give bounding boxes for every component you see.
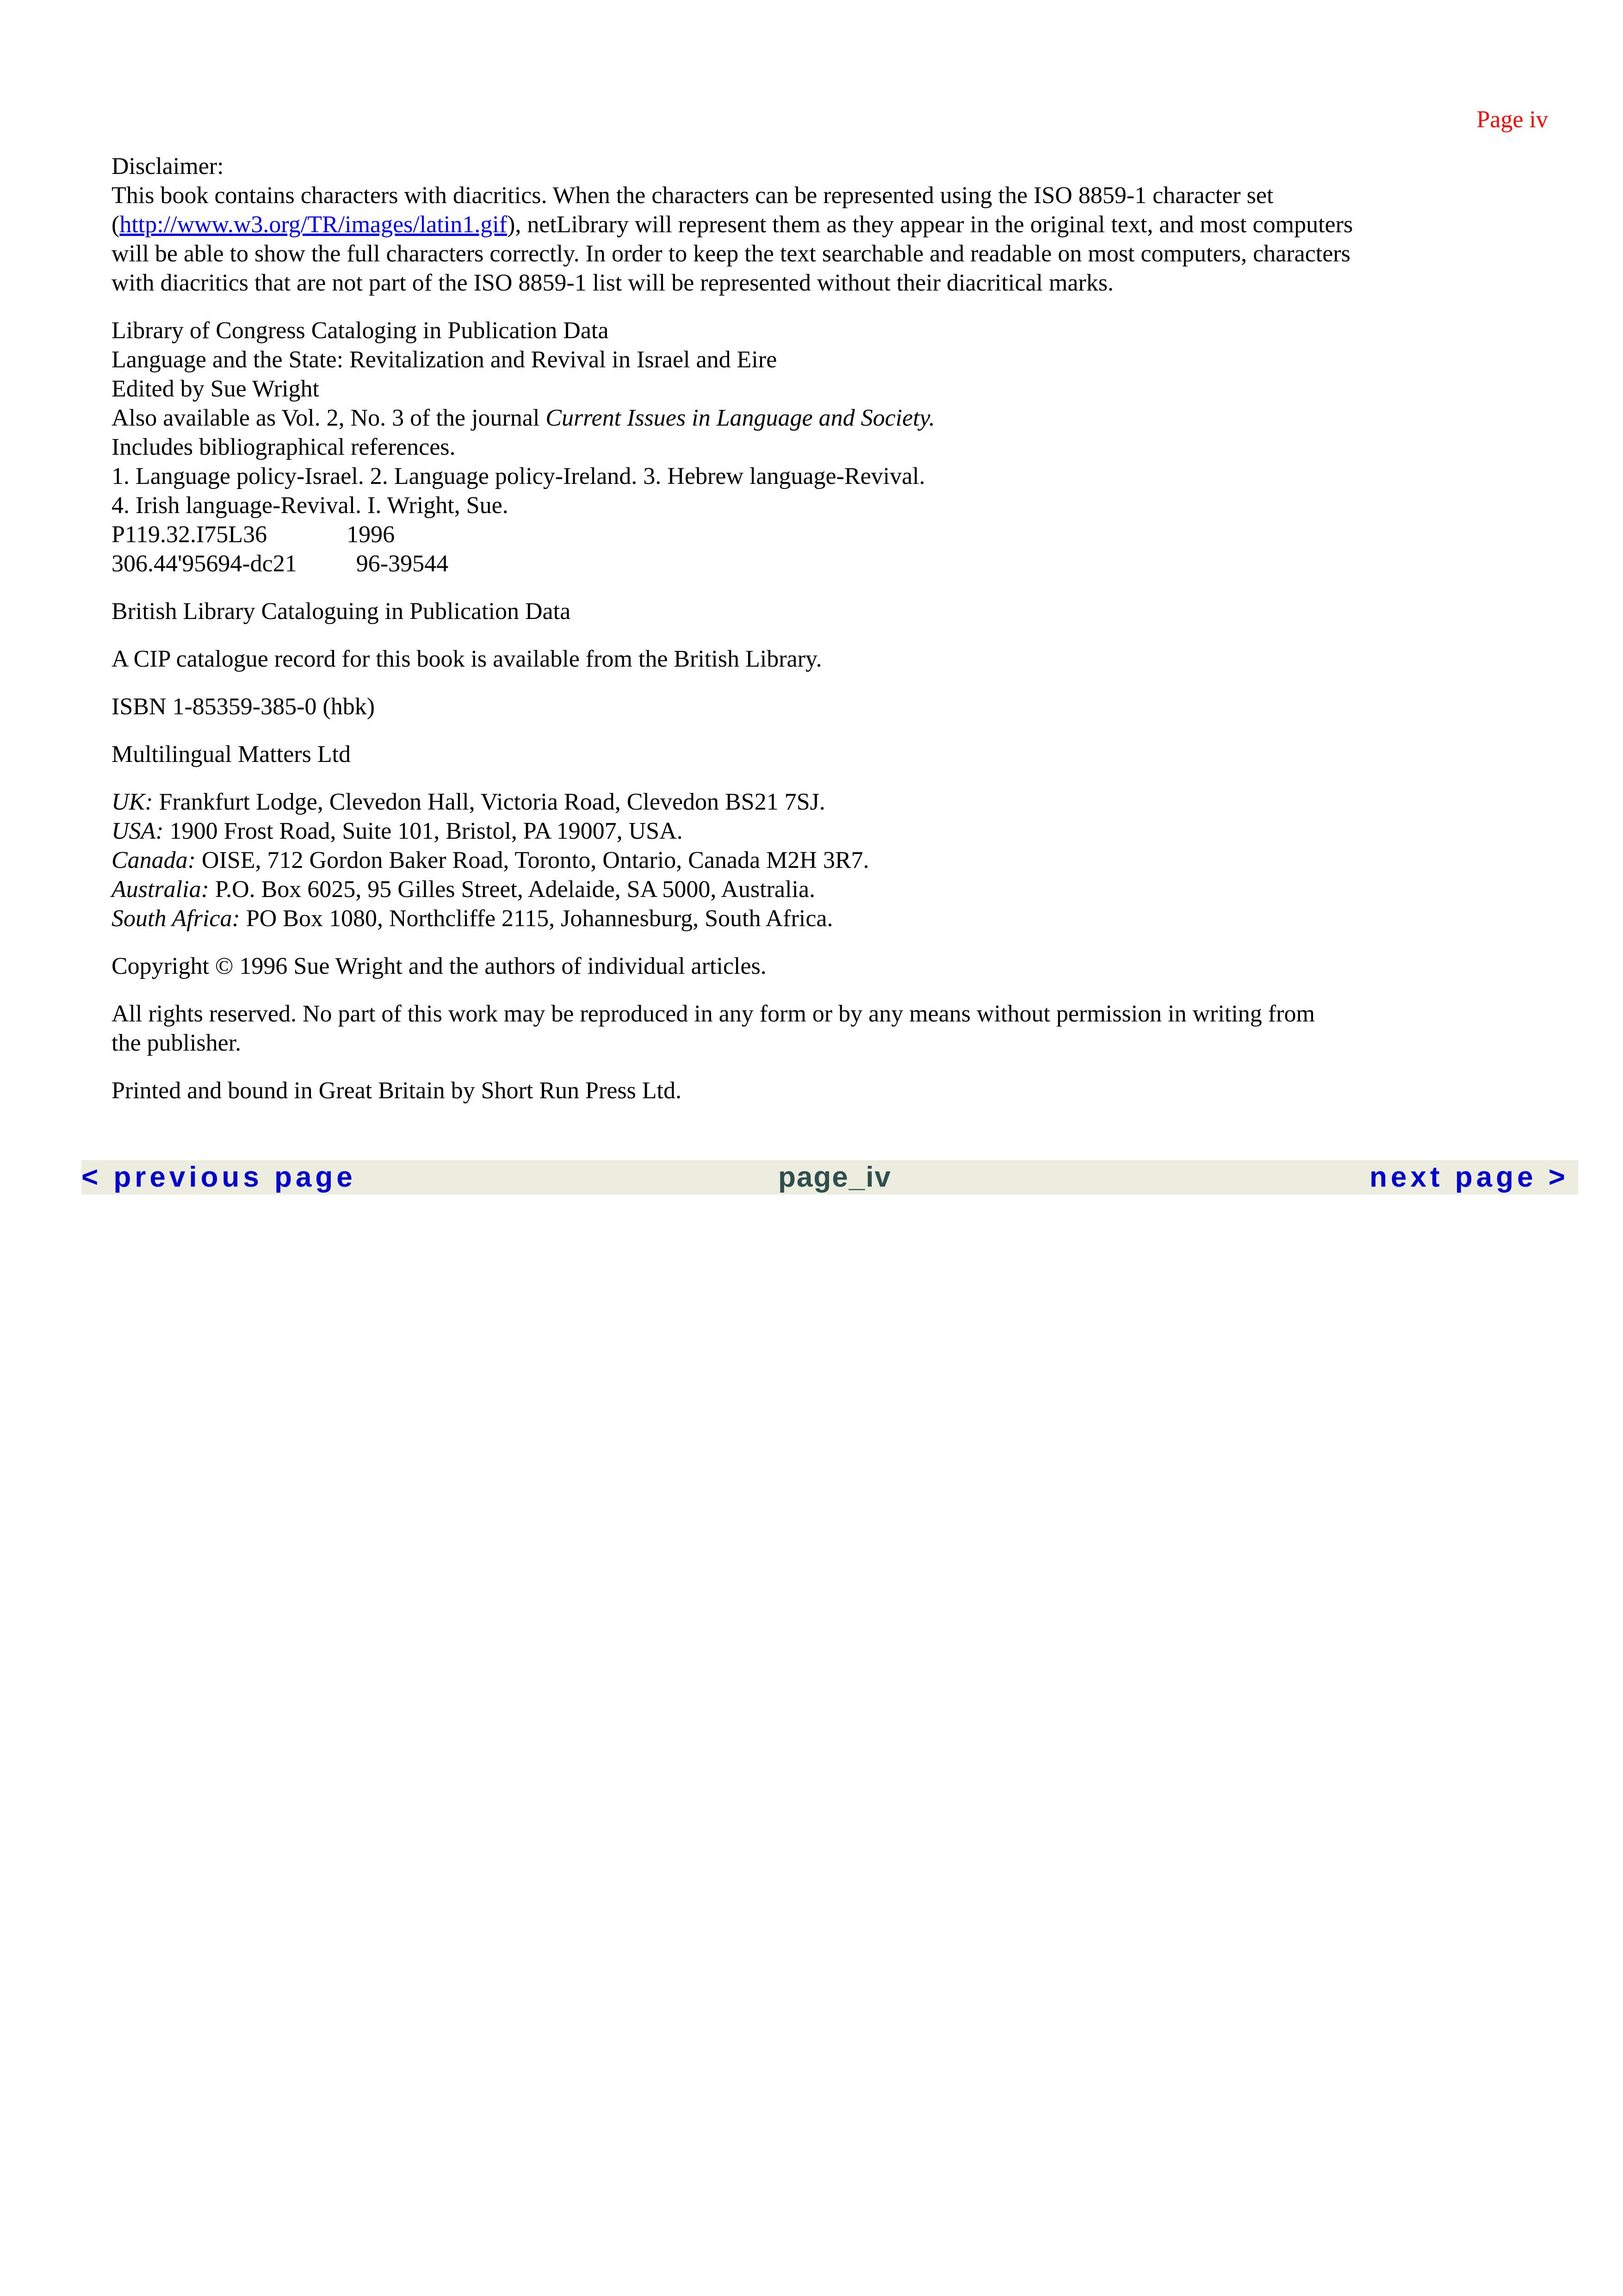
page-navigation-bar [81, 1160, 1578, 1194]
dewey-number: 306.44'95694-dc21 [112, 551, 297, 577]
address-text: P.O. Box 6025, 95 Gilles Street, Adelaide, SA 5000, Australia. [209, 876, 815, 903]
address-text: 1900 Frost Road, Suite 101, Bristol, PA 19007, USA. [163, 818, 683, 844]
next-page-link[interactable]: next page > [1369, 1161, 1569, 1193]
bibliography-note: Includes bibliographical references. [112, 434, 456, 460]
address-country: UK: [112, 789, 153, 815]
lc-year: 1996 [347, 521, 395, 548]
current-page-label: page_iv [778, 1161, 892, 1193]
disclaimer-line-2 [112, 210, 1548, 239]
book-title: Language and the State: Revitalization and Revival in Israel and Eire [112, 347, 777, 373]
address-country: South Africa: [112, 905, 240, 932]
dewey-classification [112, 549, 1548, 578]
address-text: PO Box 1080, Northcliffe 2115, Johannesburg, South Africa. [240, 905, 833, 932]
address-text: OISE, 712 Gordon Baker Road, Toronto, Ontario, Canada M2H 3R7. [196, 847, 869, 873]
address-country: Canada: [112, 847, 196, 873]
rights-notice [112, 999, 1548, 1058]
previous-page-link[interactable]: < previous page [81, 1161, 356, 1193]
disclaimer-line-4: with diacritics that are not part of the ISO 8859-1 list will be represented without their diacritical marks. [112, 270, 1114, 296]
disclaimer-section [112, 152, 1548, 297]
disclaimer-line-1: This book contains characters with diacritics. When the characters can be represented using the ISO 8859-1 character set [112, 182, 1274, 209]
disclaimer-line-2-end: ), netLibrary will represent them as they appear in the original text, and most computers [507, 211, 1353, 238]
bl-cip-heading: British Library Cataloguing in Publication Data [112, 598, 571, 625]
disclaimer-title: Disclaimer: [112, 153, 224, 179]
address-text: Frankfurt Lodge, Clevedon Hall, Victoria Road, Clevedon BS21 7SJ. [153, 789, 825, 815]
printer-notice: Printed and bound in Great Britain by Short Run Press Ltd. [112, 1077, 682, 1104]
loc-cip-section [112, 316, 1548, 578]
lc-number: P119.32.I75L36 [112, 521, 267, 548]
address-country: USA: [112, 818, 164, 844]
journal-availability [112, 403, 1548, 433]
subjects-line-2: 4. Irish language-Revival. I. Wright, Sue. [112, 492, 508, 519]
control-number: 96-39544 [356, 551, 449, 577]
address-canada [112, 846, 1548, 875]
address-country: Australia: [112, 876, 209, 903]
journal-prefix: Also available as Vol. 2, No. 3 of the journal [112, 405, 546, 431]
disclaimer-line-3: will be able to show the full characters correctly. In order to keep the text searchable and readable on most computers, characters [112, 241, 1350, 267]
address-uk [112, 787, 1548, 817]
loc-cip-heading: Library of Congress Cataloging in Publication Data [112, 317, 609, 344]
publisher-name: Multilingual Matters Ltd [112, 741, 351, 767]
rights-line-2: the publisher. [112, 1030, 242, 1056]
journal-name: Current Issues in Language and Society. [545, 405, 935, 431]
subjects-line-1: 1. Language policy-Israel. 2. Language policy-Ireland. 3. Hebrew language-Revival. [112, 463, 925, 489]
isbn: ISBN 1-85359-385-0 (hbk) [112, 693, 375, 720]
lc-classification [112, 520, 1548, 549]
rights-line-1: All rights reserved. No part of this work may be reproduced in any form or by any means without permission in writing from [112, 1001, 1315, 1027]
address-usa [112, 817, 1548, 846]
latin1-link[interactable]: http://www.w3.org/TR/images/latin1.gif [119, 211, 508, 238]
page-number-label: Page iv [1476, 106, 1548, 133]
book-editor: Edited by Sue Wright [112, 376, 320, 402]
copyright-notice: Copyright © 1996 Sue Wright and the authors of individual articles. [112, 953, 767, 979]
publisher-addresses [112, 787, 1548, 933]
disclaimer-line-2-start: ( [112, 211, 120, 238]
bl-cip-record: A CIP catalogue record for this book is available from the British Library. [112, 646, 822, 672]
document-body [112, 152, 1548, 1124]
address-australia [112, 875, 1548, 904]
address-south-africa [112, 904, 1548, 933]
